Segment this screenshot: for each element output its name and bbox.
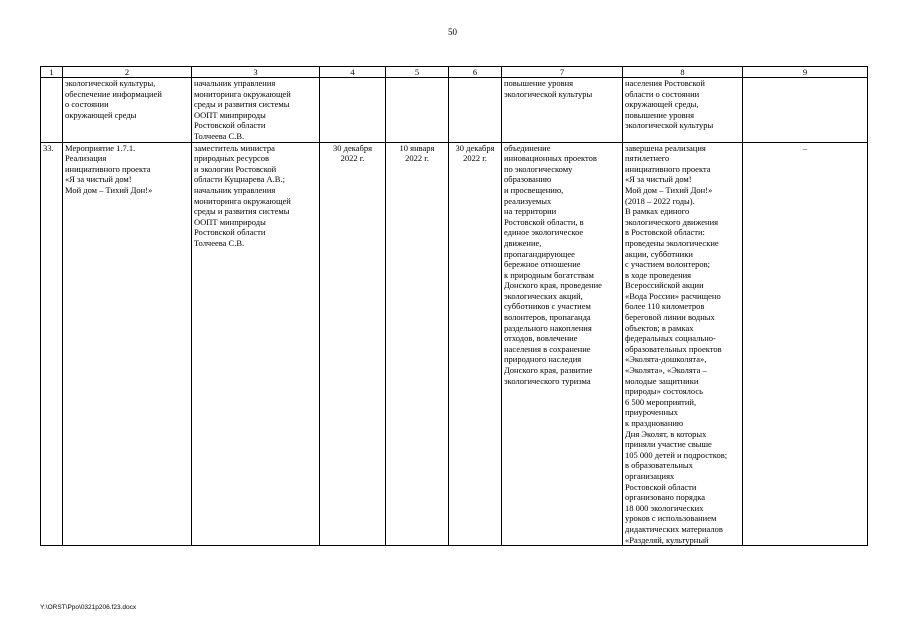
header-cell: 4 <box>320 67 386 78</box>
header-cell: 5 <box>386 67 449 78</box>
header-cell: 3 <box>192 67 320 78</box>
actual-end-cell: 30 декабря 2022 г. <box>449 142 502 546</box>
actual-start-cell <box>386 78 449 143</box>
actual-end-cell <box>449 78 502 143</box>
event-name-cell: Мероприятие 1.7.1. Реализация инициативного проекта «Я за чистый дом! Мой дом – Тихий Дон!» <box>63 142 192 546</box>
actual-result-cell: завершена реализация пятилетнего инициативного проекта «Я за чистый дом! Мой дом – Тихий Дон!» (2018 – 2022 годы). В рамках единого экологического движения в Ростовской области: проведены экологические акции, субботники с участием волонтеров; в ходе проведения Всероссийской акции «Вода России» расчищено более 110 километров береговой линии водных объектов; в рамках федеральных социально- образовательных проектов «Эколята-дошколята», «Эколята», «Эколята – молодые защитники природы» состоялось 6 500 мероприятий, приуроченных к празднованию Дня Эколят, в которых приняли участие свыше 105 000 детей и подростков; в образовательных организациях Ростовской области организовано порядка 18 000 экологических уроков с использованием дидактических материалов «Разделяй, культурный <box>623 142 743 546</box>
responsible-cell: начальник управления мониторинга окружающей среды и развития системы ООПТ минприроды Ростовской области Толчеева С.В. <box>192 78 320 143</box>
header-cell: 7 <box>502 67 623 78</box>
report-table <box>40 66 868 546</box>
notes-cell <box>743 78 868 143</box>
planned-result-cell: объединение инновационных проектов по экологическому образованию и просвещению, реализуемых на территории Ростовской области, в единое экологическое движение, пропагандирующее бережное отношение к природным богатствам Донского края, проведение экологических акций, субботников с участием волонтеров, пропаганда раздельного накопления отходов, вовлечение населения в сохранение природного наследия Донского края, развитие экологического туризма <box>502 142 623 546</box>
header-cell: 1 <box>41 67 63 78</box>
header-row <box>41 67 868 78</box>
table-row-continued <box>41 78 868 143</box>
event-name-cell: экологической культуры, обеспечение информацией о состоянии окружающей среды <box>63 78 192 143</box>
header-cell: 6 <box>449 67 502 78</box>
row-number-cell: 33. <box>41 142 63 546</box>
notes-cell: – <box>743 142 868 546</box>
page-number: 50 <box>448 27 457 37</box>
header-cell: 9 <box>743 67 868 78</box>
footer-file-path: Y:\ORST\Ppo\0321p206.f23.docx <box>40 604 137 611</box>
planned-result-cell: повышение уровня экологической культуры <box>502 78 623 143</box>
row-number-cell <box>41 78 63 143</box>
planned-date-cell <box>320 78 386 143</box>
actual-result-cell: населения Ростовской области о состоянии окружающей среды, повышение уровня экологической культуры <box>623 78 743 143</box>
planned-date-cell: 30 декабря 2022 г. <box>320 142 386 546</box>
header-cell: 2 <box>63 67 192 78</box>
table-row-33 <box>41 142 868 546</box>
actual-start-cell: 10 января 2022 г. <box>386 142 449 546</box>
responsible-cell: заместитель министра природных ресурсов и экологии Ростовской области Кущнарева А.В.; начальник управления мониторинга окружающей среды и развития системы ООПТ минприроды Ростовской области Толчеева С.В. <box>192 142 320 546</box>
header-cell: 8 <box>623 67 743 78</box>
